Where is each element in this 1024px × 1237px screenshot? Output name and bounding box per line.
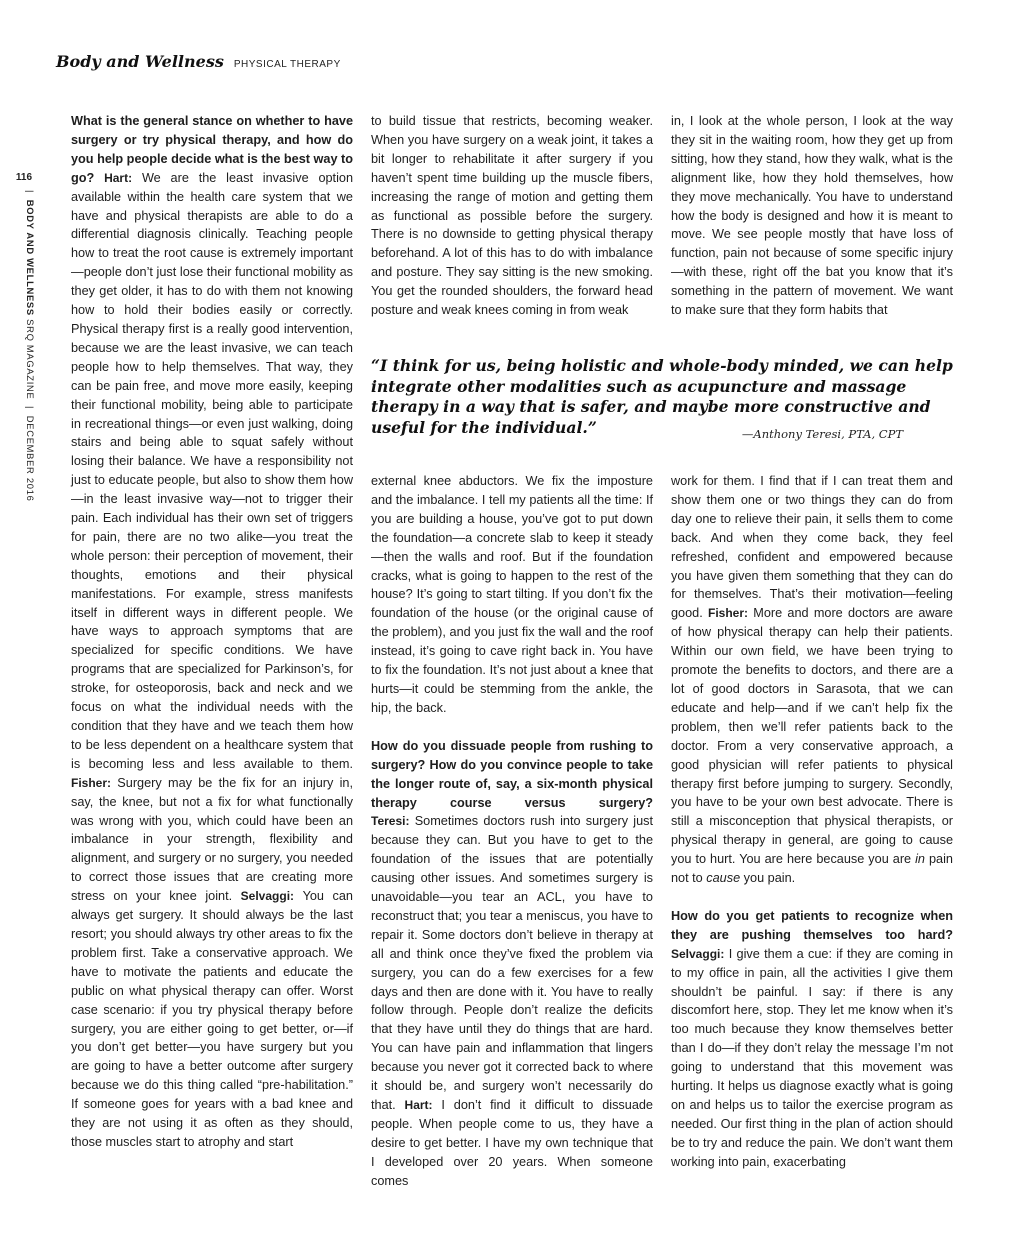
article-column-2-top	[371, 112, 653, 320]
answer-text: I don’t find it difficult to dissuade people. When people come to us, they have a desire to get better. I have my own technique that I developed over 20 years. When someone comes	[371, 1098, 653, 1188]
interview-question: How do you dissuade people from rushing to surgery? How do you convince people to take the longer route of, say, a six-month physical therapy course versus surgery?	[371, 738, 653, 810]
answer-text: Sometimes doctors rush into surgery just because they can. But you have to get to the foundation of the issues that are potentially causing other issues. And sometimes surgery is unavoidable—you tear an ACL, you have to reconstruct that; you tear a meniscus, you have to repair it. Some doctors don’t believe in therapy at all and think once they’ve fixed the problem via surgery, you can do a few exercises for a few days and then are done with it. You have to really follow through. People don’t realize the deficits that they have until they do things that are hard. You can have pain and inflammation that lingers because you never got it corrected back to where it should be, and surgery won’t necessarily do that.	[371, 814, 653, 1112]
paragraph	[671, 472, 953, 888]
speaker-label: Selvaggi:	[240, 889, 295, 904]
pull-quote-attribution: —Anthony Teresi, PTA, CPT	[741, 427, 903, 441]
speaker-label: Hart:	[404, 1098, 433, 1112]
answer-text: We are the least invasive option available within the health care system that we have and physical therapists are able to do a differential diagnosis clinically. Teaching people how to treat the root cause is extremely important—people don’t just lose their functional mobility as they get older, it has to do with them not knowing how to hold their bodies easily or correctly. Physical therapy first is a really good intervention, because we are the least invasive, we can teach people how to help themselves. That way, they can be pain free, and move more easily, keeping their functional mobility, being able to participate in recreational things—or even just walking, doing stairs and being able to squat safely without losing their balance. We have a responsibility not just to educate people, but also to show them how—in the least invasive way—not to trigger their pain. Each individual has their own set of triggers for pain, there are no two alike—you treat the whole person: their perception of movement, their thoughts, emotions and their physical manifestations. For example, stress manifests itself in different ways in different people. We have ways to approach symptoms that are specialized for specific conditions. We have programs that are specialized for Parkinson’s, for stroke, for osteoporosis, back and neck and we focus on what the individual needs with the condition that they have and we teach them how to be less dependent on a healthcare system that is becoming less and less available to them.	[71, 170, 354, 771]
paragraph: to build tissue that restricts, becoming weaker. When you have surgery on a weak joint, it takes a bit longer to rehabilitate it after surgery if you haven’t spent time building up the muscle fibers, increasing the range of motion and getting them as functional as possible before the surgery. There is no downside to getting physical therapy beforehand. A lot of this has to do with imbalance and posture. They say sitting is the new smoking. You get the rounded shoulders, the forward head posture and weak knees coming in from weak	[371, 114, 653, 318]
speaker-label: Hart:	[104, 170, 133, 185]
answer-text: work for them. I find that if I can treat them and show them one or two things they can do from day one to relieve their pain, it sells them to come back. And when they come back, they feel refreshed, confident and empowered because you have given them something that they can do for themselves. That’s their motivation—feeling good.	[671, 474, 953, 621]
interview-question: What is the general stance on whether to have surgery or try physical therapy, and how do you help people decide what is the best way to go?	[71, 114, 353, 185]
answer-text: pain not to	[671, 852, 953, 886]
paragraph-gap	[671, 888, 953, 907]
paragraph	[671, 907, 953, 1172]
article-column-1	[71, 112, 353, 1152]
speaker-label: Fisher:	[708, 606, 749, 621]
paragraph: in, I look at the whole person, I look at the way they sit in the waiting room, how they get up from sitting, how they stand, how they walk, what is the alignment like, how they hold themselves, how they move mechanically. You have to understand how the body is designed and how it is meant to move. We see people mostly that have loss of function, pain not because of some specific injury—with these, right off the bat you know that it’s something in the pattern of movement. We want to make sure that they form habits that	[671, 114, 953, 318]
answer-text: More and more doctors are aware of how physical therapy can help their patients. Within our own field, we have been trying to promote the benefits to doctors, and there are a lot of good doctors in Sarasota, that we can educate and help—and if we can’t help fix the problem, then we’ll refer patients back to the doctor. From a very conservative approach, a good physician will refer patients to physical therapy first before jumping to surgery. Secondly, you have to be your own best advocate. There is still a misconception that physical therapists, or physical therapy in general, are going to cause you to hurt. You are here because you are	[671, 606, 953, 867]
folio-magazine: SRQ MAGAZINE	[25, 319, 36, 400]
speaker-label: Fisher:	[71, 775, 112, 790]
pull-quote: “I think for us, being holistic and whole-body minded, we can help integrate other modalities such as acupuncture and massage therapy in a way that is safer, and maybe more constructive and useful for the individual.”	[371, 356, 953, 437]
paragraph-gap	[371, 718, 653, 737]
folio-issue: DECEMBER 2016	[25, 415, 36, 502]
speaker-label: Selvaggi:	[671, 946, 725, 961]
answer-text: Surgery may be the fix for an injury in, say, the knee, but not a fix for what functionally was wrong with you, which could have been an imbalance in your strength, flexibility and alignment, and surgery or no surgery, you needed to correct those issues that are creating more stress on your knee joint.	[71, 775, 353, 904]
section-title: Body and Wellness	[56, 52, 224, 71]
emphasis: in	[915, 852, 925, 867]
article-column-2-bottom	[371, 472, 653, 1191]
section-subtitle: PHYSICAL THERAPY	[233, 59, 341, 70]
paragraph	[71, 112, 353, 1152]
answer-text: you pain.	[743, 871, 796, 886]
emphasis: cause	[706, 871, 741, 886]
article-column-3-bottom	[671, 472, 953, 1172]
folio-line	[25, 190, 36, 502]
article-column-3-top	[671, 112, 953, 320]
paragraph	[371, 737, 653, 1191]
folio-separator: |	[25, 190, 36, 194]
answer-text: You can always get surgery. It should always be the last resort; you should always try other areas to fix the problem first. Take a conservative approach. We have to motivate the patients and educate the public on what physical therapy can offer. Worst case scenario: if you try physical therapy before surgery, you are either going to get better, or—if you don’t get better—you have surgery but you are going to have a better outcome after surgery because we do this thing called “pre-habilitation.” If someone goes for years with a bad knee and they are not using it as often as they should, those muscles start to atrophy and start	[71, 889, 353, 1149]
paragraph: external knee abductors. We fix the imposture and the imbalance. I tell my patients all the time: If you are building a house, you’ve got to put down the foundation—a concrete slab to keep it steady—then the walls and roof. But if the foundation cracks, what is going to happen to the rest of the house? It’s going to start tilting. If you don’t fix the foundation of the house (or the original cause of the problem), and you just fix the wall and the roof instead, it’s going to cave right back in. You have to fix the foundation. It’s not just about a knee that hurts—it could be stemming from the ankle, the hip, the back.	[371, 474, 653, 715]
speaker-label: Teresi:	[371, 814, 410, 829]
interview-question: How do you get patients to recognize when they are pushing themselves too hard?	[671, 908, 953, 942]
running-header	[56, 52, 341, 71]
answer-text: I give them a cue: if they are coming in to my office in pain, all the activities I give them shouldn’t be painful. I say: if there is any discomfort here, stop. They let me know when it’s too much because they know themselves better than I do—if they don’t relay the message I’m not going to understand that this movement was hurting. It helps us diagnose exactly what is going on and helps us to tailor the exercise program as needed. Our first thing in the plan of action should be to try and reduce the pain. We don’t want them working into pain, exacerbating	[671, 946, 953, 1169]
folio	[14, 172, 36, 502]
page-number: 116	[15, 172, 33, 183]
folio-separator: |	[25, 406, 36, 410]
folio-section: BODY AND WELLNESS	[25, 199, 36, 316]
